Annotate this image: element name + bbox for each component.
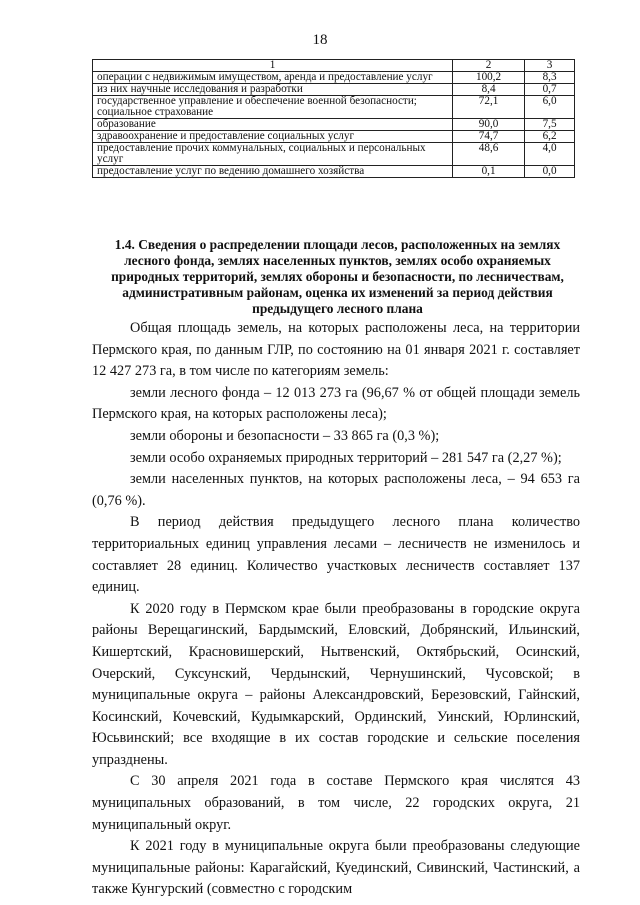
statistics-table [92,59,575,178]
row-value-2: 0,1 [452,166,524,178]
row-label: образование [93,119,453,131]
row-value-2: 100,2 [452,72,524,84]
paragraph: К 2020 году в Пермском крае были преобразованы в городские округа районы Верещагинский, Бардымский, Еловский, Добрянский, Ильинский, Кишертский, Красновишерский, Нытвенский, Октябрьский, Осинский, Очерский, Суксунский, Чердынский, Чернушинский, Чусовской; в муниципальные округа – районы Александровский, Березовский, Гайнский, Косинский, Кочевский, Кудымкарский, Ординский, Уинский, Юрлинский, Юсьвинский; все входящие в их состав городские и сельские поселения упразднены. [92,600,580,768]
section-heading: 1.4. Сведения о распределении площади лесов, расположенных на землях лесного фонда, землях населенных пунктов, землях особо охраняемых природных территорий, землях обороны и безопасности, по лесничествам, административным районам, оценка их изменений за период действия предыдущего лесного плана [111,237,564,316]
row-value-2: 90,0 [452,119,524,131]
paragraph: С 30 апреля 2021 года в составе Пермского края числятся 43 муниципальных образований, в том числе, 22 городских округа, 21 муниципальный округ. [92,773,580,833]
row-value-3: 7,5 [525,119,575,131]
row-value-3: 6,2 [525,131,575,143]
column-header-3: 3 [525,60,575,72]
row-value-2: 8,4 [452,84,524,96]
table-row [93,166,575,178]
column-header-1: 1 [93,60,453,72]
row-value-2: 72,1 [452,96,524,119]
table-row [93,96,575,119]
body-text [92,318,580,901]
row-label: из них научные исследования и разработки [93,84,453,96]
row-label: здравоохранение и предоставление социальных услуг [93,131,453,143]
row-value-3: 0,7 [525,84,575,96]
page-number: 18 [312,32,328,48]
row-label: предоставление услуг по ведению домашнего хозяйства [93,166,453,178]
paragraph: В период действия предыдущего лесного плана количество территориальных единиц управления лесами – лесничеств не изменилось и составляет 28 единиц. Количество участковых лесничеств составляет 137 единиц. [92,514,580,596]
paragraph: земли особо охраняемых природных территорий – 281 547 га (2,27 %); [130,449,562,466]
table-row [93,143,575,166]
paragraph: земли населенных пунктов, на которых расположены леса, – 94 653 га (0,76 %). [92,471,580,509]
table-row [93,72,575,84]
row-label: государственное управление и обеспечение военной безопасности; социальное страхование [93,96,453,119]
table-row [93,84,575,96]
paragraph: Общая площадь земель, на которых расположены леса, на территории Пермского края, по данным ГЛР, по состоянию на 01 января 2021 г. составляет 12 427 273 га, в том числе по категориям земель: [92,320,580,380]
column-header-2: 2 [452,60,524,72]
row-value-2: 74,7 [452,131,524,143]
paragraph: К 2021 году в муниципальные округа были преобразованы следующие муниципальные районы: Карагайский, Куединский, Сивинский, Частинский, а также Кунгурский (совместно с городским [92,838,580,898]
row-label: операции с недвижимым имуществом, аренда и предоставление услуг [93,72,453,84]
row-value-3: 0,0 [525,166,575,178]
table-row [93,131,575,143]
row-value-2: 48,6 [452,143,524,166]
row-value-3: 6,0 [525,96,575,119]
row-value-3: 8,3 [525,72,575,84]
row-label: предоставление прочих коммунальных, социальных и персональных услуг [93,143,453,166]
paragraph: земли лесного фонда – 12 013 273 га (96,67 % от общей площади земель Пермского края, на которых расположены леса); [92,384,580,423]
table-row [93,119,575,131]
row-value-3: 4,0 [525,143,575,166]
table-header-row [93,60,575,72]
paragraph: земли обороны и безопасности – 33 865 га (0,3 %); [130,427,440,444]
